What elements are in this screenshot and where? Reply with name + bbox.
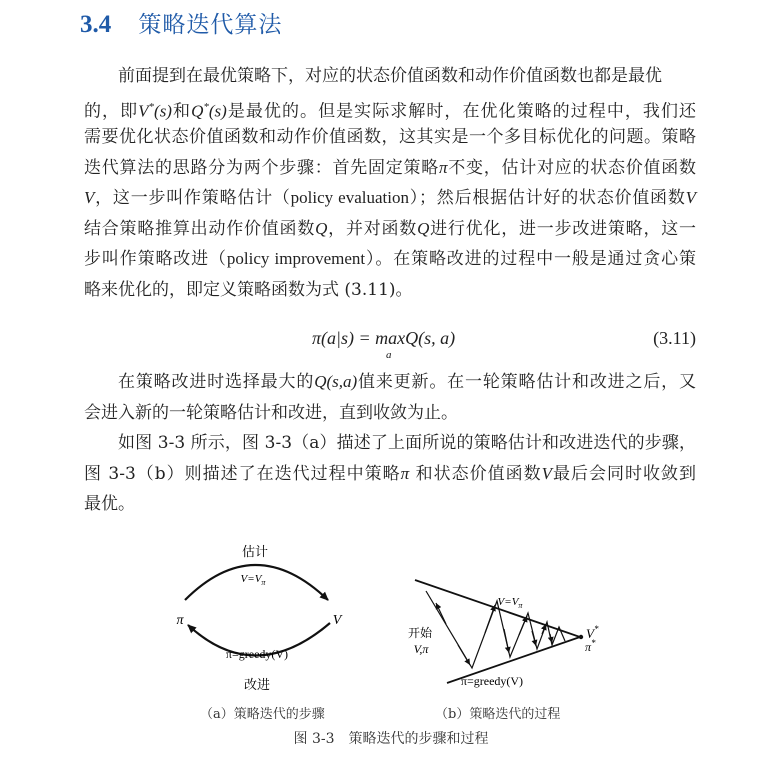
diagram-a-cycle	[176, 544, 342, 693]
math-symbol: (s)	[208, 101, 227, 121]
math-symbol: Q	[315, 218, 328, 238]
math-symbol: π	[438, 157, 448, 177]
start-arrow-up	[436, 603, 446, 624]
math-superscript: *	[148, 100, 155, 113]
text-line: 需要优化状态价值函数和动作价值函数，这其实是一个多目标优化的问题。策略	[84, 127, 696, 147]
math-symbol: π	[400, 463, 410, 483]
evaluation-label: 估计	[241, 545, 269, 560]
text-line: 最优。	[84, 494, 135, 514]
paragraph-figure-ref	[84, 428, 696, 520]
arrow-up-2	[519, 616, 527, 635]
optimal-value-label: V*	[586, 624, 599, 641]
section-number: 3.4	[80, 11, 112, 38]
text-line: 会进入新的一轮策略估计和改进，直到收敛为止。	[84, 402, 458, 423]
paragraph-intro	[84, 61, 696, 305]
text-line: V，这一步叫作策略估计（policy evaluation）；然后根据估计好的状态价值函数V	[84, 188, 696, 208]
math-symbol: V	[84, 188, 95, 207]
text-line: 步叫作策略改进（policy improvement）。在策略改进的过程中一般是通过贪心策	[84, 249, 696, 269]
arrow-down-3	[532, 631, 536, 646]
english-term: policy evaluation	[290, 188, 409, 207]
math-symbol: V	[685, 188, 696, 207]
text-line: 的，即V*(s)和Q*(s)是最优的。但是实际求解时，在优化策略的过程中，我们还	[84, 100, 697, 122]
equation-body: π(a|s) = maxQ(s, a)	[312, 328, 456, 348]
start-label: 开始	[407, 626, 433, 640]
caption-a: （a）策略迭代的步骤	[200, 707, 325, 722]
english-term: policy improvement	[226, 249, 366, 268]
text-line: 如图 3-3 所示，图 3-3（a）描述了上面所说的策略估计和改进迭代的步骤，	[118, 433, 696, 453]
math-symbol: V	[541, 463, 552, 483]
value-node: V	[332, 613, 342, 628]
math-symbol: Q(s,a)	[314, 372, 358, 391]
caption-b: （b）策略迭代的过程	[435, 707, 561, 722]
math-symbol: Q	[417, 218, 430, 238]
text-line: 迭代算法的思路分为两个步骤：首先固定策略π不变，估计对应的状态价值函数	[84, 157, 697, 178]
text-line: 前面提到在最优策略下，对应的状态价值函数和动作价值函数也都是最优	[118, 66, 662, 86]
text-line: 在策略改进时选择最大的Q(s,a)值来更新。在一轮策略估计和改进之后，又	[118, 372, 697, 392]
diagram-b-convergence	[408, 580, 599, 688]
improvement-label: 改进	[243, 678, 271, 693]
math-superscript: *	[203, 100, 209, 113]
equation-subscript: a	[386, 349, 392, 361]
paragraph-improvement	[84, 367, 696, 428]
arrow-down-1	[458, 645, 470, 665]
section-title: 策略迭代算法	[138, 12, 283, 38]
optimal-policy-label: π*	[585, 638, 596, 654]
equation-number: (3.11)	[653, 328, 696, 348]
convergence-point	[579, 635, 583, 639]
text-line: 略来优化的，即定义策略函数为式 (3.11)。	[84, 279, 413, 300]
evaluation-equation: $V=V_\pi$	[240, 573, 266, 587]
arrow-up-1	[485, 605, 495, 633]
policy-line-equation: π=greedy(V)	[460, 674, 524, 688]
figure-diagrams	[0, 525, 782, 725]
section-heading	[80, 10, 282, 40]
start-sub-label: V,π	[413, 642, 429, 656]
math-symbol: V	[138, 101, 149, 121]
arrow-down-2	[504, 629, 509, 653]
value-line-equation: $V=V_\pi$	[497, 596, 523, 610]
equation-3-11	[300, 322, 700, 362]
math-symbol: Q	[191, 101, 204, 121]
text-line: 结合策略推算出动作价值函数Q，并对函数Q进行优化，进一步改进策略，这一	[84, 218, 697, 239]
value-line	[415, 580, 580, 637]
greedy-equation: π=greedy(V)	[225, 647, 289, 661]
policy-node: π	[176, 613, 184, 628]
text-line: 图 3-3（b）则描述了在迭代过程中策略π 和状态价值函数V最后会同时收敛到	[84, 463, 696, 484]
math-symbol: (s)	[154, 101, 172, 121]
figure-caption: 图 3-3 策略迭代的步骤和过程	[293, 731, 489, 747]
figure-3-3	[0, 525, 782, 767]
